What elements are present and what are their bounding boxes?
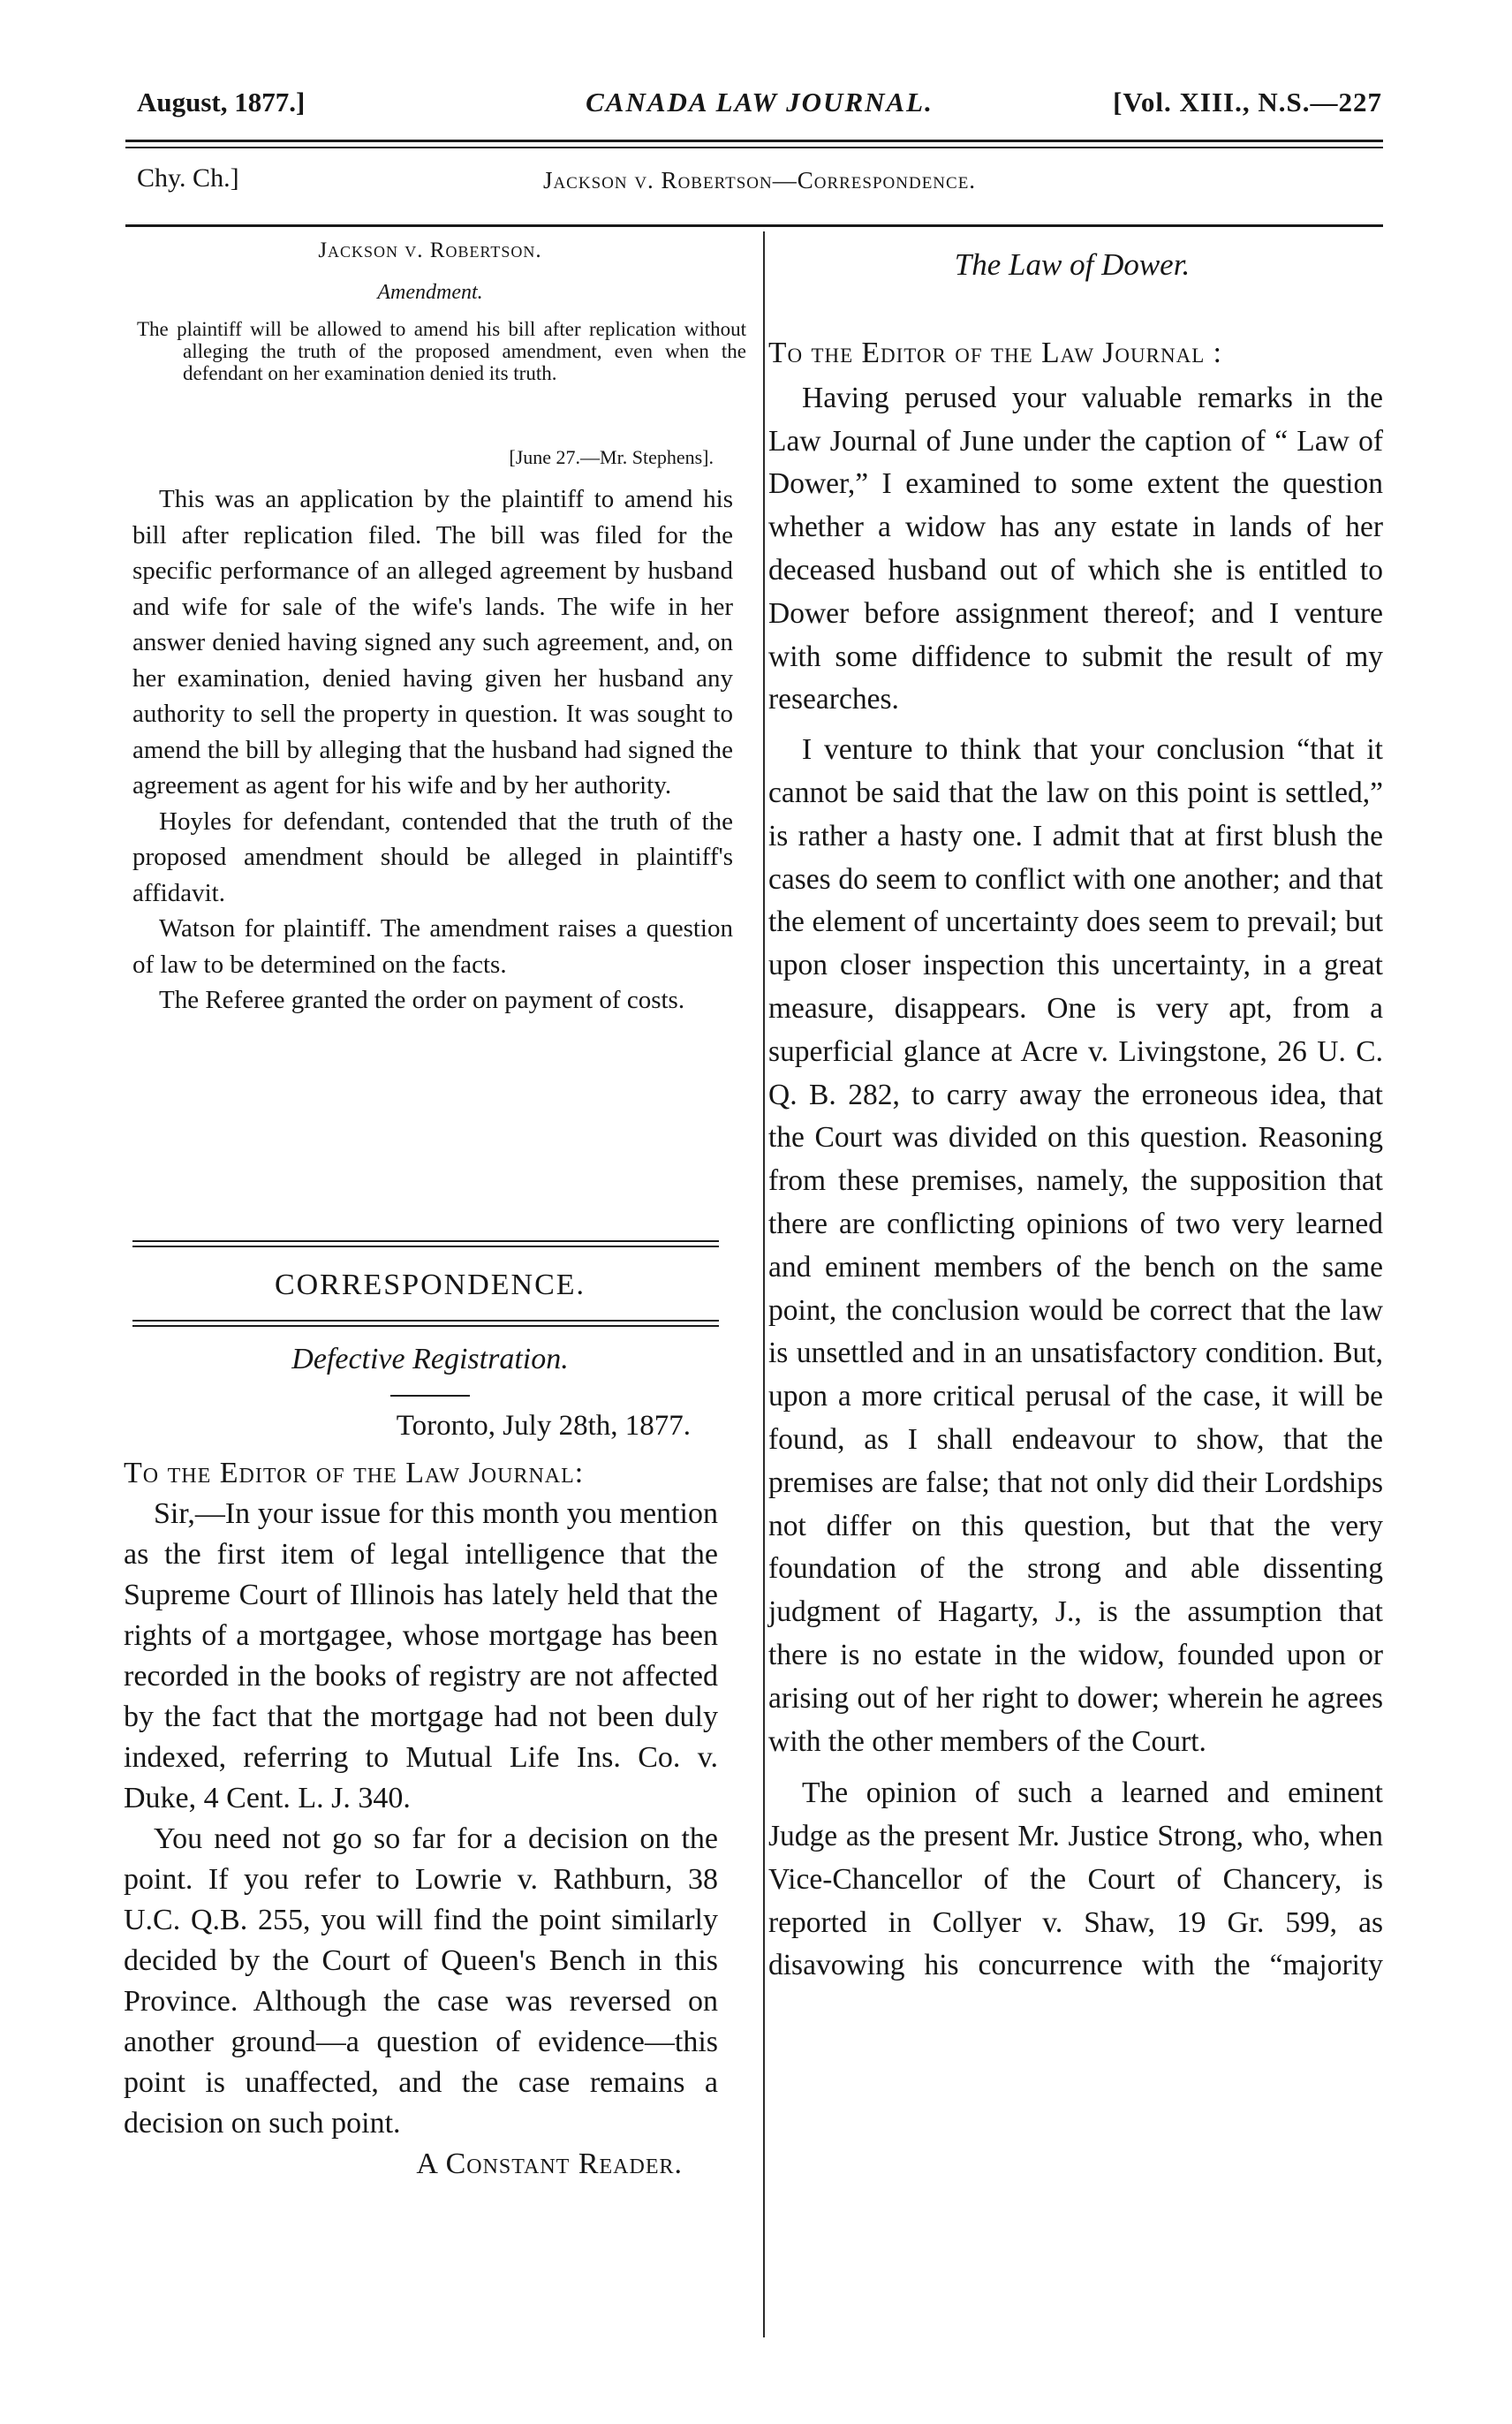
running-head-volume-page: [Vol. XIII., N.S.—227 <box>1113 87 1382 117</box>
case-date-judge: [June 27.—Mr. Stephens]. <box>509 446 714 468</box>
section-break-rule <box>132 1240 719 1242</box>
letter-salutation: To the Editor of the Law Journal: <box>124 1457 585 1489</box>
running-head <box>137 87 1382 131</box>
column-divider <box>763 231 765 2337</box>
case-paragraph: Hoyles for defendant, contended that the truth of the proposed amendment should be alleged in plaintiff's affidavit. <box>132 807 733 907</box>
case-paragraph: The Referee granted the order on payment of costs. <box>159 986 685 1014</box>
running-head-journal-title: CANADA LAW JOURNAL. <box>586 87 934 117</box>
section-head <box>137 163 1382 202</box>
section-rule <box>125 224 1383 227</box>
letter-signature: A Constant Reader. <box>416 2148 683 2180</box>
case-headnote <box>137 318 746 384</box>
case-subject: Amendment. <box>377 281 483 304</box>
letter-title-rule <box>390 1395 470 1397</box>
letter-salutation: To the Editor of the Law Journal : <box>768 337 1222 369</box>
letter-paragraph: Having perused your valuable remarks in the Law Journal of June under the caption of “ Law of Dower,” I examined to some extent the question whether a widow has any estate in lands of her deceased husband out of which she is entitled to Dower before assignment thereof; and I venture with some diffidence to submit the result of my researches. <box>768 381 1383 716</box>
letter-paragraph: I venture to think that your conclusion “that it cannot be said that the law on this point is settled,” is rather a hasty one. I admit that at first blush the cases do seem to conflict with one another; and that the element of uncertainty does seem to prevail; but upon closer inspection this uncertainty, in a great measure, disappears. One is very apt, from a superficial glance at Acre v. Livingstone, 26 U. C. Q. B. 282, to carry away the erroneous idea, that the Court was divided on this question. Reasoning from these premises, namely, the supposition that there are conflicting opinions of two very learned and eminent members of the bench on the same point, the conclusion would be correct that the law is unsettled and in an unsatisfactory condition. But, upon a more critical perusal of the case, it will be found, as I shall endeavour to show, that the premises are false; that not only did their Lordships not differ on this question, but that the very foundation of the strong and able dissenting judgment of Hagarty, J., is the assumption that there is no estate in the widow, founded upon or arising out of her right to dower; wherein he agrees with the other members of the Court. <box>768 733 1383 1758</box>
section-title: Jackson v. Robertson—Correspondence. <box>542 167 977 193</box>
header-rule-bottom <box>125 147 1383 148</box>
case-paragraph: Watson for plaintiff. The amendment raises a question of law to be determined on the facts. <box>132 914 733 979</box>
letter-title: Defective Registration. <box>291 1343 569 1375</box>
letter-title: The Law of Dower. <box>954 247 1191 282</box>
headnote-text: The plaintiff will be allowed to amend his bill after replication without alleging the truth of the proposed amendment, even when the defendant on her examination denied its truth. <box>137 318 746 384</box>
running-head-date: August, 1877.] <box>137 87 306 117</box>
header-rule-top <box>125 140 1383 142</box>
letter-dateline: Toronto, July 28th, 1877. <box>396 1410 691 1442</box>
case-title: Jackson v. Robertson. <box>318 239 542 262</box>
letter-paragraph: The opinion of such a learned and eminent Judge as the present Mr. Justice Strong, who, when Vice-Chancellor of the Court of Chancery, is reported in Collyer v. Shaw, 19 Gr. 599, as disavowing his concurrence with the “majority <box>768 1776 1383 1982</box>
case-paragraph: This was an application by the plaintiff to amend his bill after replication filed. The bill was filed for the specific performance of an alleged agreement by husband and wife for sale of the wife's lands. The wife in her answer denied having signed any such agreement, and, on her examination, denied having given her husband any authority to sell the property in question. It was sought to amend the bill by alleging that the husband had signed the agreement as agent for his wife and by her authority. <box>132 485 733 799</box>
case-report <box>132 481 733 1019</box>
section-break-rule <box>132 1246 719 1247</box>
letter-body <box>768 332 1383 1988</box>
letter-paragraph: Sir,—In your issue for this month you mention as the first item of legal intelligence that the Supreme Court of Illinois has lately held that the rights of a mortgagee, whose mortgage has been recorded in the books of registry are not affected by the fact that the mortgage had not been duly indexed, referring to Mutual Life Ins. Co. v. Duke, 4 Cent. L. J. 340. <box>124 1497 718 1814</box>
correspondence-rule <box>132 1320 719 1322</box>
letter-body <box>124 1453 718 2185</box>
correspondence-rule <box>132 1325 719 1327</box>
letter-paragraph: You need not go so far for a decision on the point. If you refer to Lowrie v. Rathburn, 38 U.C. Q.B. 255, you will find the point similarly decided by the Court of Queen's Bench in this Province. Although the case was reversed on another ground—a question of evidence—this point is unaffected, and the case remains a decision on such point. <box>124 1822 718 2140</box>
court-label: Chy. Ch.] <box>137 163 239 193</box>
correspondence-heading: CORRESPONDENCE. <box>274 1269 586 1301</box>
